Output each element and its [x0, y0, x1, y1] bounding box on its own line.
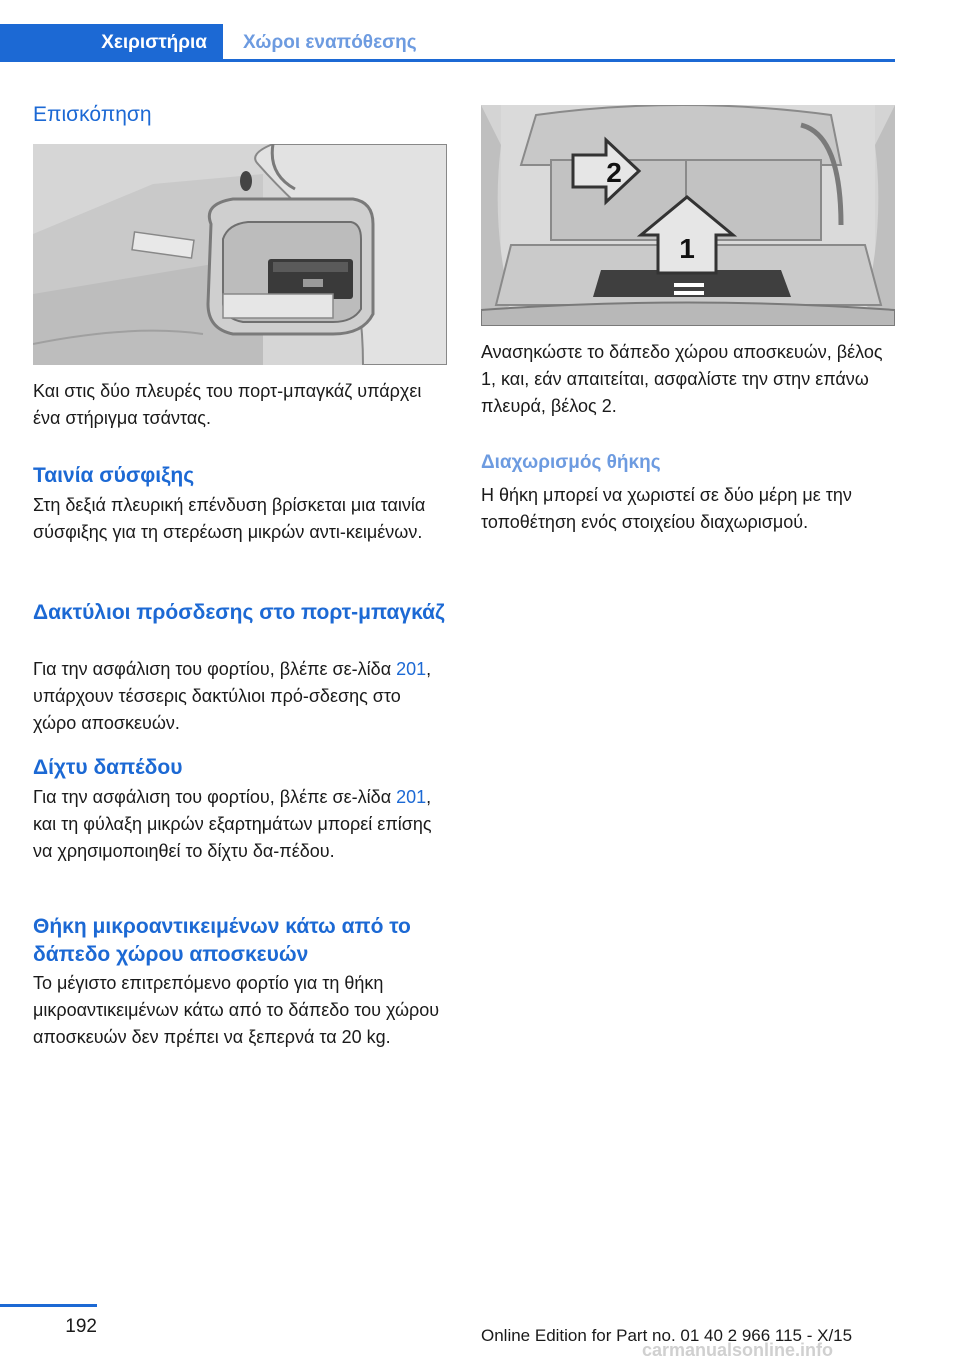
header-rule: [223, 59, 895, 62]
edition-text: Online Edition for Part no. 01 40 2 966 115 - X/15: [481, 1326, 853, 1345]
watermark: carmanualsonline.info: [642, 1340, 834, 1360]
net-text-a: Για την ασφάλιση του φορτίου, βλέπε σε-λίδα: [33, 787, 397, 807]
net-heading: Δίχτυ δαπέδου: [33, 756, 183, 779]
net-text-b: , και τη φύλαξη μικρών εξαρτημάτων μπορεί επίσης να χρησιμοποιηθεί το δίχτυ δα-πέδου.: [33, 787, 432, 861]
tab-storage-compartments[interactable]: Χώροι εναπόθεσης: [243, 32, 417, 53]
net-paragraph: [33, 784, 447, 865]
rings-page-link[interactable]: 201: [396, 659, 427, 679]
strap-text: Στη δεξιά πλευρική επένδυση βρίσκεται μια ταινία σύσφιξης για τη στερέωση μικρών αντι-κειμένων.: [33, 495, 426, 542]
arrow-1-label: 1: [679, 233, 695, 264]
tab-controls[interactable]: Χειριστήρια: [0, 24, 223, 62]
footer-rule: [0, 1304, 97, 1307]
storage-text: Το μέγιστο επιτρεπόμενο φορτίο για τη θήκη μικροαντικειμένων κάτω από το δάπεδο του χώρου αποσκευών δεν πρέπει να ξεπερνά τα 20 kg.: [33, 973, 440, 1047]
divider-text: Η θήκη μπορεί να χωριστεί σε δύο μέρη με την τοποθέτηση ενός στοιχείου διαχωρισμού.: [481, 485, 852, 532]
trunk-floor-illustration: [481, 105, 895, 326]
arrow-2-label: 2: [606, 157, 622, 188]
rings-heading: Δακτύλιοι πρόσδεσης στο πορτ-μπαγκάζ: [33, 601, 445, 624]
trunk-side-figure: [33, 144, 447, 365]
net-page-link[interactable]: 201: [396, 787, 427, 807]
floor-caption: Ανασηκώστε το δάπεδο χώρου αποσκευών, βέλος 1, και, εάν απαιτείται, ασφαλίστε την στην επάνω πλευρά, βέλος 2.: [481, 342, 883, 416]
trunk-floor-figure: [481, 105, 895, 326]
trunk-side-illustration: [33, 144, 447, 365]
rings-paragraph: [33, 656, 447, 737]
overview-heading: Επισκόπηση: [33, 103, 152, 126]
overview-caption: Και στις δύο πλευρές του πορτ-μπαγκάζ υπάρχει ένα στήριγμα τσάντας.: [33, 381, 422, 428]
rings-text-b: , υπάρχουν τέσσερις δακτύλιοι πρό-σδεσης στο χώρο αποσκευών.: [33, 659, 432, 733]
rings-text-a: Για την ασφάλιση του φορτίου, βλέπε σε-λίδα: [33, 659, 397, 679]
header-tabbar: [0, 24, 895, 62]
strap-heading: Ταινία σύσφιξης: [33, 464, 195, 487]
storage-heading: Θήκη μικροαντικειμένων κάτω από το δάπεδο χώρου αποσκευών: [33, 915, 411, 966]
divider-heading: Διαχωρισμός θήκης: [481, 452, 661, 473]
page-number: 192: [65, 1316, 97, 1337]
